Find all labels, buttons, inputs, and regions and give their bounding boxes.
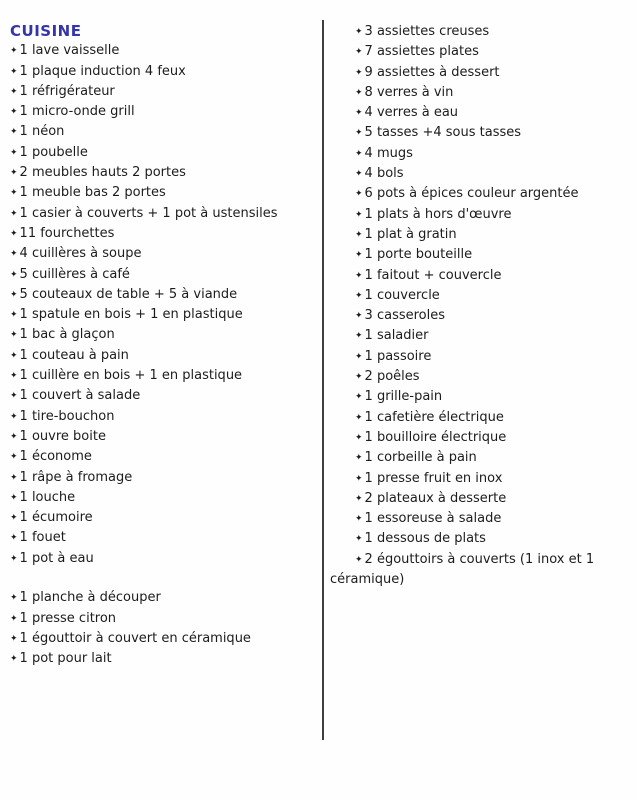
- item-text: 11 fourchettes: [19, 225, 115, 241]
- diamond-bullet-icon: ✦: [10, 371, 18, 382]
- diamond-bullet-icon: ✦: [10, 513, 18, 524]
- diamond-bullet-icon: ✦: [10, 107, 18, 118]
- list-item: [10, 549, 318, 569]
- item-text: 1 lave vaisselle: [19, 43, 120, 59]
- item-text: 1 économe: [19, 449, 92, 465]
- item-text: 1 néon: [19, 124, 65, 140]
- list-item: [330, 448, 630, 468]
- kitchen-items-list-left-extra: [10, 588, 318, 669]
- list-item: [330, 326, 630, 346]
- list-item: [330, 387, 630, 407]
- list-item: [10, 386, 318, 406]
- diamond-bullet-icon: ✦: [10, 452, 18, 463]
- item-text: 5 tasses +4 sous tasses: [364, 125, 522, 141]
- item-text: 1 couvert à salade: [19, 388, 141, 404]
- diamond-bullet-icon: ✦: [10, 350, 18, 361]
- diamond-bullet-icon: ✦: [355, 372, 363, 383]
- diamond-bullet-icon: ✦: [10, 411, 18, 422]
- item-text: 5 cuillères à café: [19, 266, 130, 282]
- list-item: [330, 144, 630, 164]
- list-item: [10, 427, 318, 447]
- item-text: 1 casier à couverts + 1 pot à ustensiles: [19, 205, 278, 221]
- diamond-bullet-icon: ✦: [355, 229, 363, 240]
- diamond-bullet-icon: ✦: [355, 554, 363, 565]
- item-text: 1 corbeille à pain: [364, 450, 477, 466]
- item-text: 1 spatule en bois + 1 en plastique: [19, 307, 243, 323]
- diamond-bullet-icon: ✦: [10, 168, 18, 179]
- item-text: 6 pots à épices couleur argentée: [364, 186, 579, 202]
- diamond-bullet-icon: ✦: [355, 514, 363, 525]
- diamond-bullet-icon: ✦: [355, 270, 363, 281]
- list-item: [10, 468, 318, 488]
- item-text: 1 plat à gratin: [364, 226, 457, 242]
- diamond-bullet-icon: ✦: [355, 128, 363, 139]
- list-item: [330, 306, 630, 326]
- diamond-bullet-icon: ✦: [10, 330, 18, 341]
- item-text: 1 cuillère en bois + 1 en plastique: [19, 368, 243, 384]
- diamond-bullet-icon: ✦: [10, 391, 18, 402]
- item-text: 1 plaque induction 4 feux: [19, 63, 186, 79]
- list-item: [10, 82, 318, 102]
- list-item: [330, 103, 630, 123]
- list-item: [330, 225, 630, 245]
- list-item: [10, 447, 318, 467]
- item-text: 1 micro-onde grill: [19, 104, 135, 120]
- list-item: [10, 407, 318, 427]
- item-text: 1 couvercle: [364, 287, 440, 303]
- item-text: 1 grille-pain: [364, 389, 443, 405]
- item-text: 2 égouttoirs à couverts (1 inox et 1 céramique): [330, 551, 595, 588]
- diamond-bullet-icon: ✦: [355, 290, 363, 301]
- item-text: 4 bols: [364, 166, 404, 182]
- list-item: [330, 509, 630, 529]
- item-text: 3 assiettes creuses: [364, 24, 490, 39]
- diamond-bullet-icon: ✦: [10, 613, 18, 624]
- list-item: [330, 266, 630, 286]
- item-text: 1 presse fruit en inox: [364, 470, 503, 486]
- list-item: [10, 488, 318, 508]
- item-text: 1 réfrigérateur: [19, 83, 115, 99]
- item-text: 4 cuillères à soupe: [19, 246, 142, 262]
- diamond-bullet-icon: ✦: [10, 593, 18, 604]
- list-item: [10, 204, 318, 224]
- list-item: [10, 244, 318, 264]
- left-column: [10, 22, 318, 670]
- list-item: [10, 528, 318, 548]
- list-item: [330, 529, 630, 549]
- diamond-bullet-icon: ✦: [355, 148, 363, 159]
- list-item: [330, 286, 630, 306]
- diamond-bullet-icon: ✦: [355, 27, 363, 37]
- item-text: 7 assiettes plates: [364, 44, 479, 60]
- list-item: [330, 550, 630, 590]
- item-text: 2 meubles hauts 2 portes: [19, 165, 186, 181]
- kitchen-items-list-left-main: [10, 41, 318, 569]
- page-title: CUISINE: [10, 22, 82, 40]
- item-text: 9 assiettes à dessert: [364, 64, 500, 80]
- list-item: [10, 305, 318, 325]
- item-text: 1 couteau à pain: [19, 347, 129, 363]
- list-item: [330, 123, 630, 143]
- diamond-bullet-icon: ✦: [10, 249, 18, 260]
- diamond-bullet-icon: ✦: [355, 67, 363, 78]
- list-item: [10, 366, 318, 386]
- item-text: 1 presse citron: [19, 610, 117, 626]
- column-divider-line: [322, 20, 324, 740]
- right-column: [330, 22, 630, 589]
- list-item: [10, 588, 318, 608]
- item-text: 1 faitout + couvercle: [364, 267, 502, 283]
- list-item: [330, 245, 630, 265]
- item-text: 1 poubelle: [19, 144, 88, 160]
- item-text: 1 planche à découper: [19, 590, 161, 606]
- diamond-bullet-icon: ✦: [355, 250, 363, 261]
- item-text: 1 meuble bas 2 portes: [19, 185, 166, 201]
- diamond-bullet-icon: ✦: [355, 493, 363, 504]
- item-text: 1 pot à eau: [19, 550, 94, 566]
- item-text: 8 verres à vin: [364, 84, 454, 100]
- item-text: 5 couteaux de table + 5 à viande: [19, 286, 238, 302]
- list-item: [10, 224, 318, 244]
- diamond-bullet-icon: ✦: [10, 553, 18, 564]
- item-text: 1 louche: [19, 489, 76, 505]
- list-item: [10, 346, 318, 366]
- list-item: [10, 62, 318, 82]
- item-text: 1 passoire: [364, 348, 432, 364]
- diamond-bullet-icon: ✦: [10, 472, 18, 483]
- item-text: 1 râpe à fromage: [19, 469, 133, 485]
- diamond-bullet-icon: ✦: [355, 392, 363, 403]
- item-text: 1 bouilloire électrique: [364, 429, 507, 445]
- diamond-bullet-icon: ✦: [10, 86, 18, 97]
- item-text: 1 pot pour lait: [19, 651, 112, 667]
- diamond-bullet-icon: ✦: [355, 87, 363, 98]
- diamond-bullet-icon: ✦: [355, 473, 363, 484]
- list-item: [10, 102, 318, 122]
- diamond-bullet-icon: ✦: [355, 209, 363, 220]
- diamond-bullet-icon: ✦: [10, 633, 18, 644]
- list-item: [10, 609, 318, 629]
- list-item: [10, 649, 318, 669]
- diamond-bullet-icon: ✦: [355, 453, 363, 464]
- list-item: [10, 629, 318, 649]
- diamond-bullet-icon: ✦: [10, 654, 18, 665]
- list-item: [330, 83, 630, 103]
- list-item: [330, 63, 630, 83]
- diamond-bullet-icon: ✦: [10, 431, 18, 442]
- diamond-bullet-icon: ✦: [355, 351, 363, 362]
- list-item: [330, 22, 630, 42]
- list-item: [330, 489, 630, 509]
- diamond-bullet-icon: ✦: [355, 432, 363, 443]
- list-item: [330, 367, 630, 387]
- item-text: 1 plats à hors d'œuvre: [364, 206, 512, 222]
- diamond-bullet-icon: ✦: [10, 533, 18, 544]
- diamond-bullet-icon: ✦: [355, 331, 363, 342]
- item-text: 2 poêles: [364, 369, 420, 385]
- diamond-bullet-icon: ✦: [10, 289, 18, 300]
- list-item: [10, 122, 318, 142]
- item-text: 4 mugs: [364, 145, 413, 161]
- item-text: 1 égouttoir à couvert en céramique: [19, 630, 251, 646]
- item-text: 1 fouet: [19, 530, 66, 546]
- kitchen-items-list-right: [330, 22, 630, 589]
- item-text: 1 tire-bouchon: [19, 408, 115, 424]
- list-item: [10, 325, 318, 345]
- list-item: [330, 42, 630, 62]
- item-text: 1 cafetière électrique: [364, 409, 504, 425]
- diamond-bullet-icon: ✦: [355, 534, 363, 545]
- item-text: 1 essoreuse à salade: [364, 511, 502, 527]
- item-text: 1 écumoire: [19, 510, 93, 526]
- list-item: [330, 205, 630, 225]
- list-item: [330, 428, 630, 448]
- item-text: 1 ouvre boite: [19, 428, 106, 444]
- list-item: [330, 408, 630, 428]
- list-item: [330, 184, 630, 204]
- item-text: 1 bac à glaçon: [19, 327, 115, 343]
- diamond-bullet-icon: ✦: [355, 47, 363, 58]
- diamond-bullet-icon: ✦: [10, 228, 18, 239]
- diamond-bullet-icon: ✦: [355, 311, 363, 322]
- list-item: [330, 469, 630, 489]
- list-item: [10, 143, 318, 163]
- list-item: [10, 41, 318, 61]
- item-text: 4 verres à eau: [364, 105, 459, 121]
- diamond-bullet-icon: ✦: [10, 188, 18, 199]
- list-item: [10, 163, 318, 183]
- diamond-bullet-icon: ✦: [355, 189, 363, 200]
- diamond-bullet-icon: ✦: [10, 492, 18, 503]
- list-item: [10, 183, 318, 203]
- diamond-bullet-icon: ✦: [355, 108, 363, 119]
- item-text: 1 dessous de plats: [364, 531, 486, 547]
- diamond-bullet-icon: ✦: [10, 127, 18, 138]
- diamond-bullet-icon: ✦: [10, 269, 18, 280]
- diamond-bullet-icon: ✦: [10, 208, 18, 219]
- item-text: 1 saladier: [364, 328, 429, 344]
- list-item: [330, 347, 630, 367]
- diamond-bullet-icon: ✦: [355, 412, 363, 423]
- item-text: 1 porte bouteille: [364, 247, 473, 263]
- list-item: [10, 285, 318, 305]
- diamond-bullet-icon: ✦: [10, 66, 18, 77]
- diamond-bullet-icon: ✦: [10, 310, 18, 321]
- diamond-bullet-icon: ✦: [10, 46, 18, 57]
- list-item: [10, 265, 318, 285]
- list-item: [330, 164, 630, 184]
- list-item: [10, 508, 318, 528]
- diamond-bullet-icon: ✦: [10, 147, 18, 158]
- item-text: 3 casseroles: [364, 308, 446, 324]
- item-text: 2 plateaux à desserte: [364, 490, 507, 506]
- diamond-bullet-icon: ✦: [355, 169, 363, 180]
